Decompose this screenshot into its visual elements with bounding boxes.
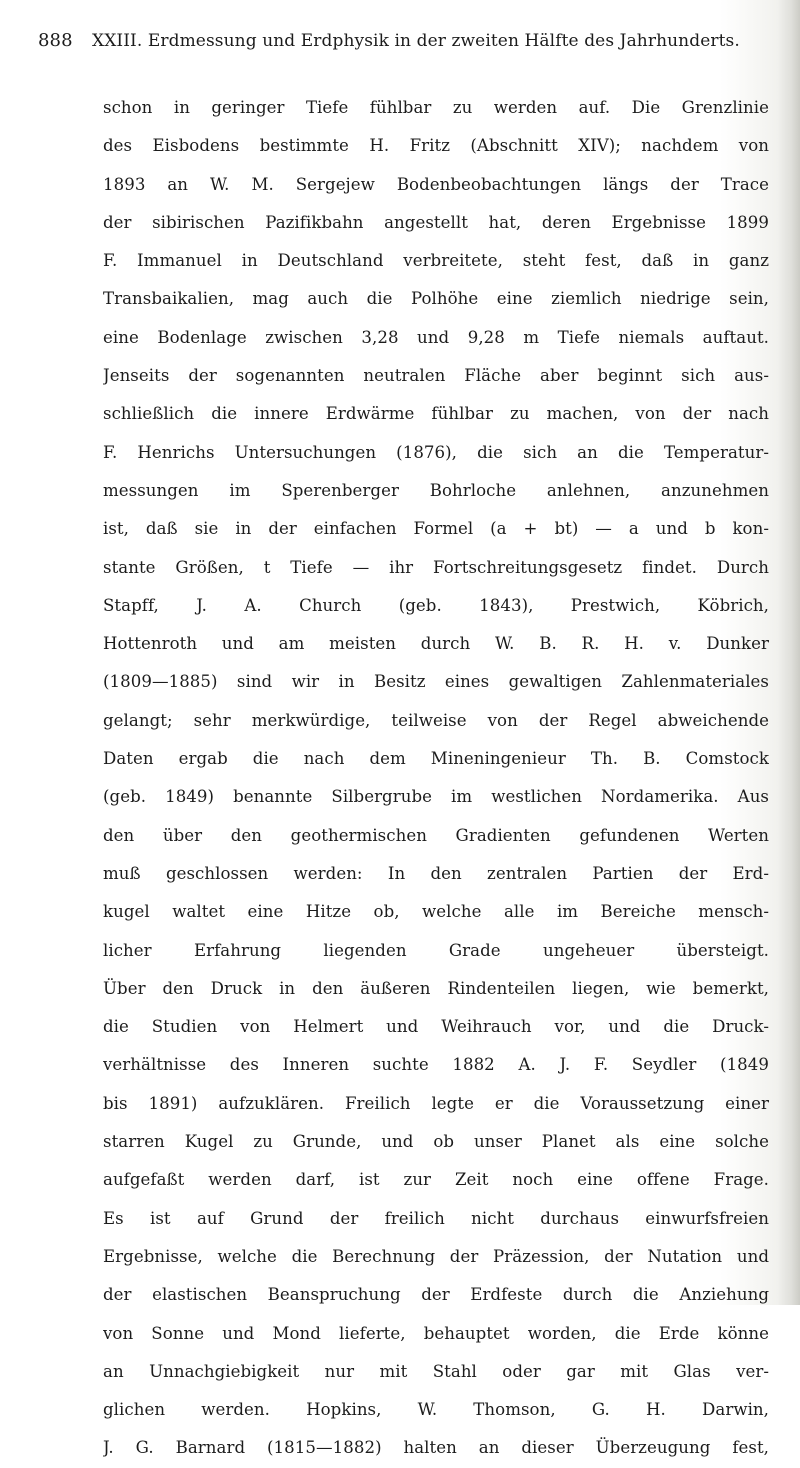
text-line: Hottenroth und am meisten durch W. B. R. H. v. Dunker — [103, 634, 769, 654]
text-line: stante Größen, t Tiefe — ihr Fortschreitungsgesetz findet. Durch — [103, 557, 769, 577]
text-line: der sibirischen Pazifikbahn angestellt hat, deren Ergebnisse 1899 — [103, 212, 769, 232]
text-line: licher Erfahrung liegenden Grade ungeheuer übersteigt. — [103, 940, 769, 960]
text-line: aufgefaßt werden darf, ist zur Zeit noch eine offene Frage. — [103, 1170, 769, 1190]
text-line: des Eisbodens bestimmte H. Fritz (Abschnitt XIV); nachdem von — [103, 136, 769, 156]
text-line: J. G. Barnard (1815—1882) halten an dieser Überzeugung fest, — [103, 1438, 769, 1458]
page-number: 888 — [38, 30, 73, 51]
text-line: (geb. 1849) benannte Silbergrube im westlichen Nordamerika. Aus — [103, 787, 769, 807]
text-line: verhältnisse des Inneren suchte 1882 A. J. F. Seydler (1849 — [103, 1055, 769, 1075]
text-line: (1809—1885) sind wir in Besitz eines gewaltigen Zahlenmateriales — [103, 672, 769, 692]
text-line: Daten ergab die nach dem Mineningenieur Th. B. Comstock — [103, 749, 769, 769]
running-head — [38, 30, 778, 62]
body-text — [103, 89, 769, 1468]
page-edge-shadow — [778, 0, 800, 1305]
text-line: glichen werden. Hopkins, W. Thomson, G. H. Darwin, — [103, 1400, 769, 1420]
text-line: Über den Druck in den äußeren Rindenteilen liegen, wie bemerkt, — [103, 978, 769, 998]
text-line: ist, daß sie in der einfachen Formel (a + bt) — a und b kon- — [103, 519, 769, 539]
text-line: muß geschlossen werden: In den zentralen Partien der Erd- — [103, 863, 769, 883]
text-line: Transbaikalien, mag auch die Polhöhe eine ziemlich niedrige sein, — [103, 289, 769, 309]
text-line: der elastischen Beanspruchung der Erdfeste durch die Anziehung — [103, 1285, 769, 1305]
text-line: von Sonne und Mond lieferte, behauptet worden, die Erde könne — [103, 1323, 769, 1343]
text-line: an Unnachgiebigkeit nur mit Stahl oder gar mit Glas ver- — [103, 1361, 769, 1381]
text-line: F. Immanuel in Deutschland verbreitete, steht fest, daß in ganz — [103, 251, 769, 271]
text-line: Ergebnisse, welche die Berechnung der Präzession, der Nutation und — [103, 1246, 769, 1266]
text-line: Jenseits der sogenannten neutralen Fläche aber beginnt sich aus- — [103, 366, 769, 386]
text-line: die Studien von Helmert und Weihrauch vor, und die Druck- — [103, 1017, 769, 1037]
text-line: Stapff, J. A. Church (geb. 1843), Prestwich, Köbrich, — [103, 595, 769, 615]
text-line: gelangt; sehr merkwürdige, teilweise von der Regel abweichende — [103, 710, 769, 730]
text-line: bis 1891) aufzuklären. Freilich legte er die Voraussetzung einer — [103, 1093, 769, 1113]
text-line: messungen im Sperenberger Bohrloche anlehnen, anzunehmen — [103, 480, 769, 500]
text-line: starren Kugel zu Grunde, und ob unser Planet als eine solche — [103, 1132, 769, 1152]
chapter-running-title: XXIII. Erdmessung und Erdphysik in der zweiten Hälfte des Jahrhunderts. — [92, 31, 740, 51]
text-line: schon in geringer Tiefe fühlbar zu werden auf. Die Grenzlinie — [103, 98, 769, 117]
text-line: eine Bodenlage zwischen 3,28 und 9,28 m Tiefe niemals auftaut. — [103, 327, 769, 347]
text-line: den über den geothermischen Gradienten gefundenen Werten — [103, 825, 769, 845]
text-line: schließlich die innere Erdwärme fühlbar zu machen, von der nach — [103, 404, 769, 424]
text-line: kugel waltet eine Hitze ob, welche alle im Bereiche mensch- — [103, 902, 769, 922]
text-line: Es ist auf Grund der freilich nicht durchaus einwurfsfreien — [103, 1208, 769, 1228]
text-line: 1893 an W. M. Sergejew Bodenbeobachtungen längs der Trace — [103, 174, 769, 194]
text-line: F. Henrichs Untersuchungen (1876), die sich an die Temperatur- — [103, 442, 769, 462]
